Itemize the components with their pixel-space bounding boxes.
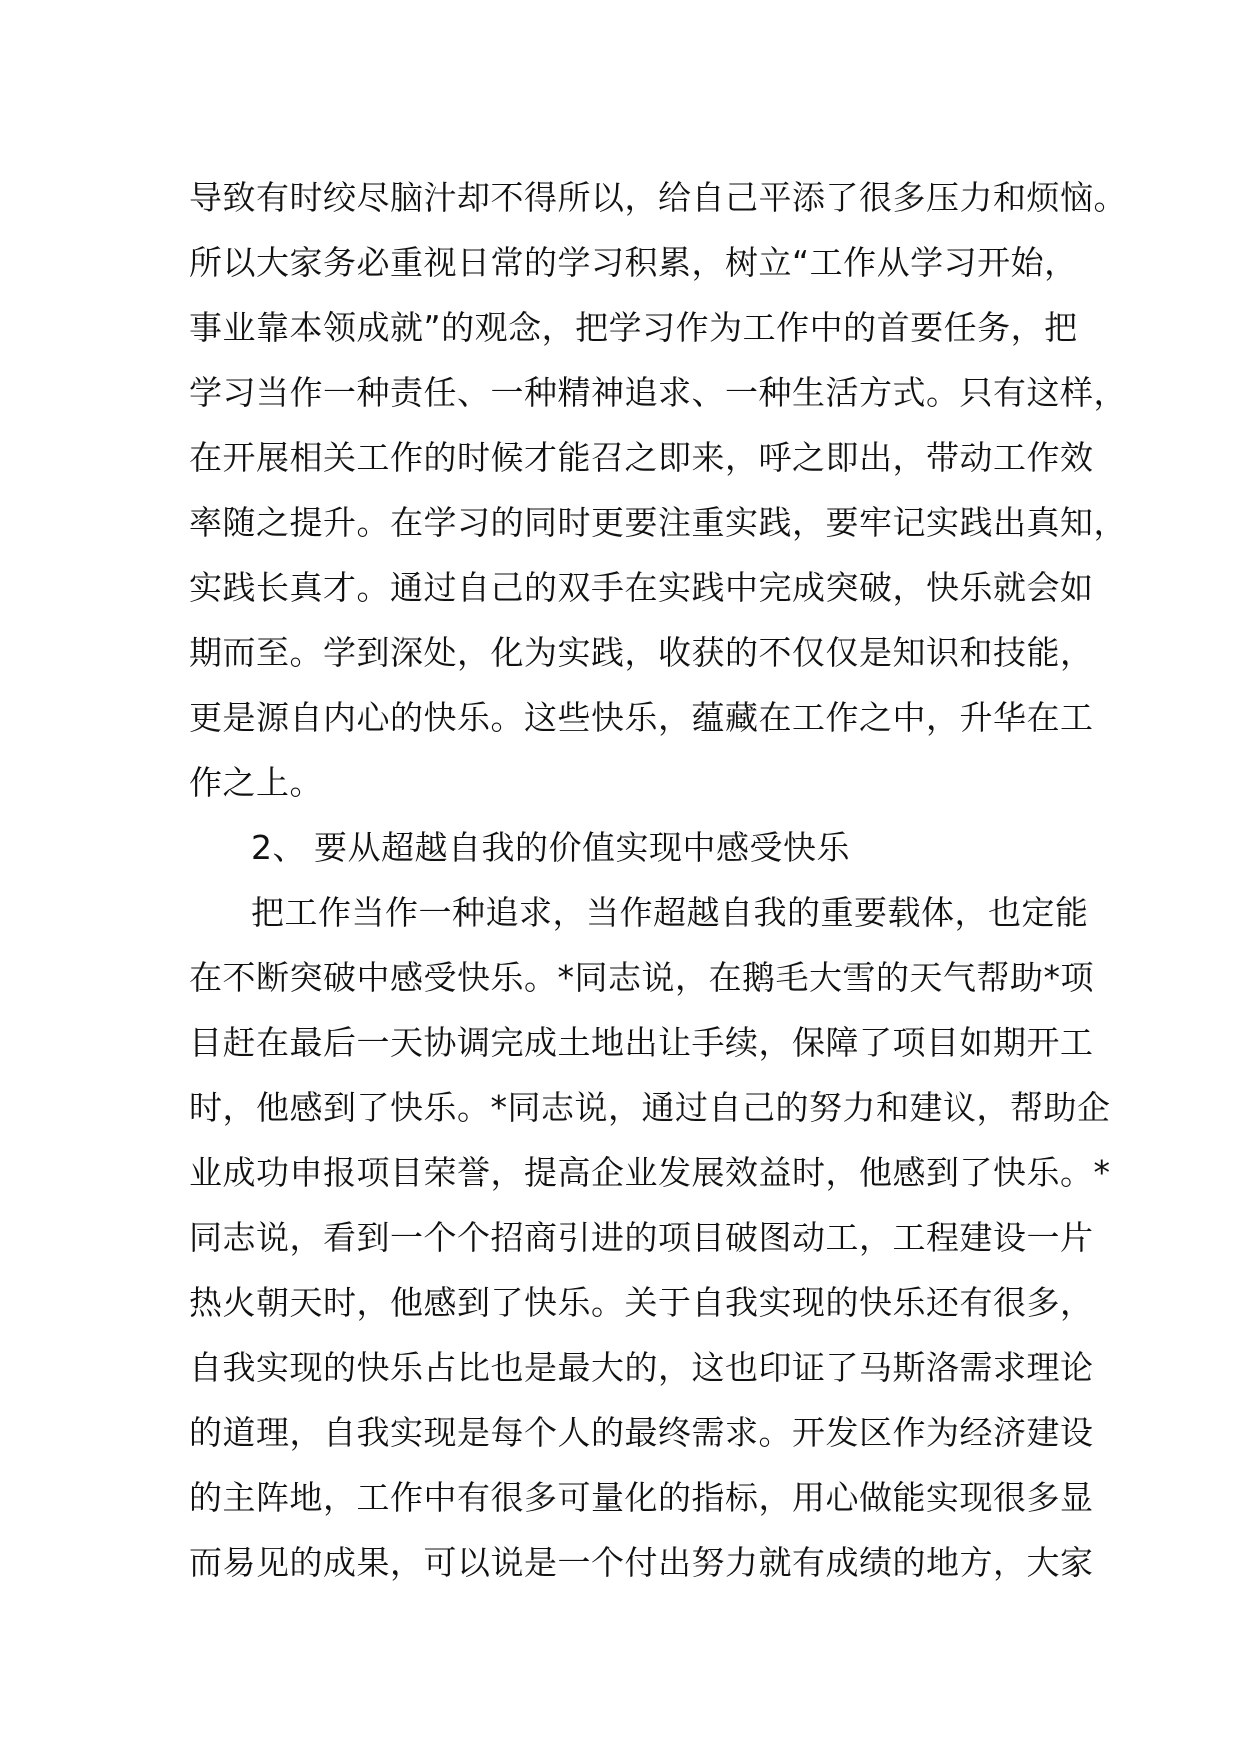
paragraph-line: 期而至。学到深处，化为实践，收获的不仅仅是知识和技能， <box>189 633 1094 672</box>
paragraph-line: 而易见的成果，可以说是一个付出努力就有成绩的地方，大家 <box>189 1543 1094 1582</box>
paragraph-line: 导致有时绞尽脑汁却不得所以，给自己平添了很多压力和烦恼。 <box>189 178 1127 217</box>
section-number: 2、 <box>251 828 306 867</box>
paragraph-2 <box>189 880 1111 1595</box>
paragraph-line: 更是源自内心的快乐。这些快乐，蕴藏在工作之中，升华在工 <box>189 698 1094 737</box>
paragraph-line: 事业靠本领成就”的观念，把学习作为工作中的首要任务，把 <box>189 308 1078 347</box>
paragraph-line: 的主阵地，工作中有很多可量化的指标，用心做能实现很多显 <box>189 1478 1094 1517</box>
paragraph-line: 率随之提升。在学习的同时更要注重实践，要牢记实践出真知， <box>189 503 1127 542</box>
paragraph-line: 实践长真才。通过自己的双手在实践中完成突破，快乐就会如 <box>189 568 1094 607</box>
paragraph-line: 所以大家务必重视日常的学习积累，树立“工作从学习开始， <box>189 243 1078 282</box>
paragraph-line: 在开展相关工作的时候才能召之即来，呼之即出，带动工作效 <box>189 438 1094 477</box>
document-body <box>189 165 1127 1595</box>
paragraph-line: 目赶在最后一天协调完成土地出让手续，保障了项目如期开工 <box>189 1023 1094 1062</box>
paragraph-line: 业成功申报项目荣誉，提高企业发展效益时，他感到了快乐。* <box>189 1153 1111 1192</box>
paragraph-line: 自我实现的快乐占比也是最大的，这也印证了马斯洛需求理论 <box>189 1348 1094 1387</box>
paragraph-line: 作之上。 <box>189 763 323 802</box>
paragraph-line: 热火朝天时，他感到了快乐。关于自我实现的快乐还有很多， <box>189 1283 1094 1322</box>
paragraph-line: 同志说，看到一个个招商引进的项目破图动工，工程建设一片 <box>189 1218 1094 1257</box>
section-heading <box>189 815 1089 880</box>
paragraph-line: 时，他感到了快乐。*同志说，通过自己的努力和建议，帮助企 <box>189 1088 1111 1127</box>
section-title: 要从超越自我的价值实现中感受快乐 <box>314 828 850 867</box>
paragraph-line: 学习当作一种责任、一种精神追求、一种生活方式。只有这样， <box>189 373 1127 412</box>
paragraph-line: 的道理，自我实现是每个人的最终需求。开发区作为经济建设 <box>189 1413 1094 1452</box>
paragraph-1 <box>189 165 1127 815</box>
paragraph-line: 把工作当作一种追求，当作超越自我的重要载体，也定能 <box>251 893 1089 932</box>
paragraph-line: 在不断突破中感受快乐。*同志说，在鹅毛大雪的天气帮助*项 <box>189 958 1094 997</box>
